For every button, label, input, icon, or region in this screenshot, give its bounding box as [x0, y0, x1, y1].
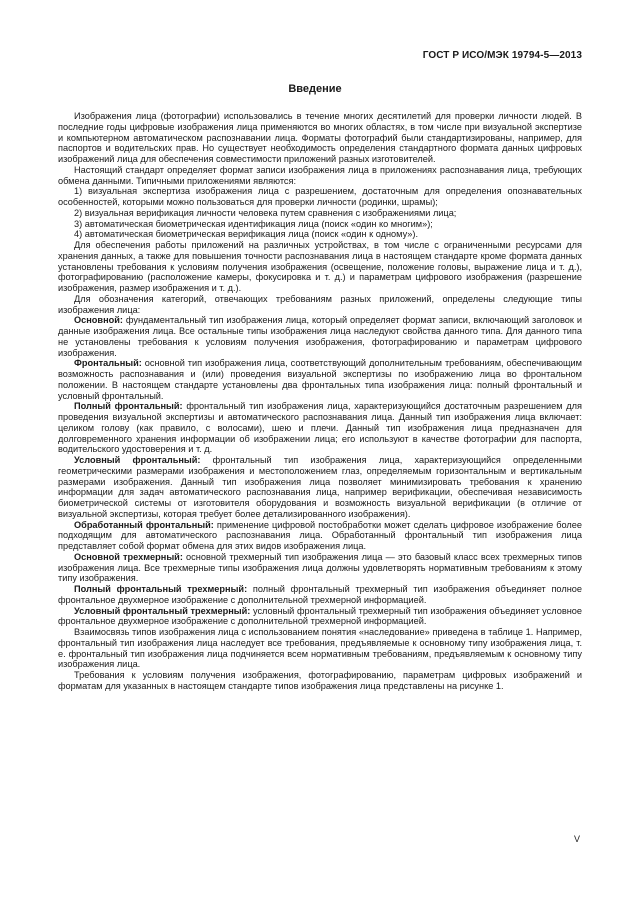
paragraph-text: основной тип изображения лица, соответствующий дополнительным требованиям, обеспечивающим возможность распознавания и (или) проведения визуальной экспертизы по изображению лица во фронтальном положении. В настоящем стандарте установлены два фронтальных типа изображения лица: полный фронтальный и условный фронтальный. — [58, 358, 582, 401]
body-text — [58, 111, 582, 692]
paragraph — [58, 606, 582, 628]
paragraph-text: полный фронтальный трехмерный тип изображения объединяет полное фронтальное двухмерное изображение с дополнительной трехмерной информацией. — [58, 584, 582, 605]
paragraph-text: фронтальный тип изображения лица, характеризующийся достаточным разрешением для проведения визуальной экспертизы и автоматического распознавания лица. Данный тип изображения лица включает: целиком голову (как правило, с волосами), шею и плечи. Данный тип изображения лица предназначен для долговременного хранения информации об изображении лица; его используют в качестве фотографии для паспорта, водительского удостоверения и т. д. — [58, 401, 582, 455]
term-label: Полный фронтальный трехмерный: — [74, 584, 248, 594]
paragraph-text: применение цифровой постобработки может сделать цифровое изображение более подходящим для автоматического распознавания лица. Обработанный фронтальный тип изображения лица представляет собой формат обмена для этих видов изображения лица. — [58, 519, 582, 551]
paragraph — [58, 294, 582, 316]
term-label: Условный фронтальный трехмерный: — [74, 605, 251, 616]
page-number: V — [573, 834, 580, 844]
paragraph-text: Для обеспечения работы приложений на различных устройствах, в том числе с ограниченными ресурсами для хранения данных, а также для повышения точности распознавания лица в настоящем стандарте кроме формата данных установлены требования к условиям получения изображения (освещение, положение головы, выражение лица и т. д.), фотографированию (расположение камеры, фокусировка и т. д.) и параметрам цифрового изображения (разрешение изображения, размер изображения и т. д.). — [58, 240, 582, 293]
paragraph-text: 2) визуальная верификация личности человека путем сравнения с изображениями лица; — [74, 207, 457, 218]
term-label: Обработанный фронтальный: — [74, 519, 214, 530]
paragraph — [58, 401, 582, 455]
paragraph-text: 1) визуальная экспертиза изображения лица с разрешением, достаточным для определения опознавательных особенностей, которыми можно пользоваться для проверки личности (родинки, шрамы); — [58, 186, 582, 207]
term-label: Условный фронтальный: — [74, 455, 201, 465]
paragraph-text: фундаментальный тип изображения лица, который определяет формат записи, включающий заголовок и данные изображения лица. Все остальные типы изображения лица наследуют свойства данного типа. Для данного типа не установлены требования к условиям получения изображения, фотографированию и параметрам цифрового изображения. — [58, 315, 582, 358]
paragraph — [58, 358, 582, 401]
paragraph-text: Изображения лица (фотографии) использовались в течение многих десятилетий для проверки личности людей. В последние годы цифровые изображения лица применяются во многих областях, в том числе при визуальной экспертизе и компьютерном автоматическом распознавании лица. Форматы фотографий были стандартизированы, например, для паспортов и водительских прав. Но существует необходимость определения стандартного формата данных цифровых изображений лица для обеспечения совместимости приложений разных изготовителей. — [58, 111, 582, 164]
paragraph — [58, 670, 582, 692]
paragraph-text: Настоящий стандарт определяет формат записи изображения лица в приложениях распознавания лица, требующих обмена данными. Типичными приложениями являются: — [58, 164, 582, 186]
paragraph — [58, 229, 582, 240]
paragraph — [58, 240, 582, 294]
paragraph — [58, 208, 582, 219]
paragraph — [58, 186, 582, 208]
term-label: Полный фронтальный: — [74, 401, 183, 412]
term-label: Основной трехмерный: — [74, 551, 183, 562]
paragraph — [58, 552, 582, 584]
paragraph — [58, 584, 582, 606]
section-title: Введение — [288, 83, 342, 95]
paragraph-text: основной трехмерный тип изображения лица — это базовый класс всех трехмерных типов изображения лица. Все трехмерные типы изображения лица должны удовлетворять нормативным требованиям к этому типу изображения. — [58, 551, 582, 584]
paragraph-text: Требования к условиям получения изображения, фотографированию, параметрам цифровых изображений и форматам для указанных в настоящем стандарте типов изображения лица представлены на рисунке 1. — [58, 670, 582, 691]
paragraph-text: условный фронтальный трехмерный тип изображения объединяет условное фронтальное двухмерное изображение с дополнительной трехмерной информацией. — [58, 605, 583, 627]
paragraph — [58, 627, 582, 670]
paragraph — [58, 165, 582, 187]
paragraph — [58, 520, 582, 552]
paragraph-text: Для обозначения категорий, отвечающих требованиям разных приложений, определены следующие типы изображения лица: — [58, 293, 582, 315]
paragraph-text: фронтальный тип изображения лица, характеризующийся определенными геометрическими размерами изображения и местоположением глаз, определяемым горизонтальным и вертикальным размерами изображения. Данный тип изображения лица позволяет минимизировать требования к хранению информации для задач автоматического распознавания лица, например верификации, обеспечивая независимость биометрической системы от изготовителя оборудования и возможность визуальной верификации (в отличие от визуальной экспертизы, которая требует более детализированного изображения). — [58, 455, 582, 519]
term-label: Основной: — [74, 315, 123, 326]
paragraph-text: 3) автоматическая биометрическая идентификация лица (поиск «один ко многим»); — [74, 218, 433, 229]
paragraph-text: Взаимосвязь типов изображения лица с использованием понятия «наследование» приведена в таблице 1. Например, фронтальный тип изображения лица наследует все требования, предъявляемые к основному типу изображения лица, т. е. фронтальный тип изображения лица подчиняется всем нормативным требованиям, предъявляемым к основному типу изображения лица. — [58, 627, 582, 670]
paragraph-text: 4) автоматическая биометрическая верификация лица (поиск «один к одному»). — [74, 229, 418, 240]
paragraph — [58, 219, 582, 230]
paragraph — [58, 315, 582, 358]
term-label: Фронтальный: — [74, 358, 142, 369]
paragraph — [58, 455, 582, 520]
standard-designation: ГОСТ Р ИСО/МЭК 19794-5—2013 — [422, 50, 582, 61]
paragraph — [58, 111, 582, 165]
